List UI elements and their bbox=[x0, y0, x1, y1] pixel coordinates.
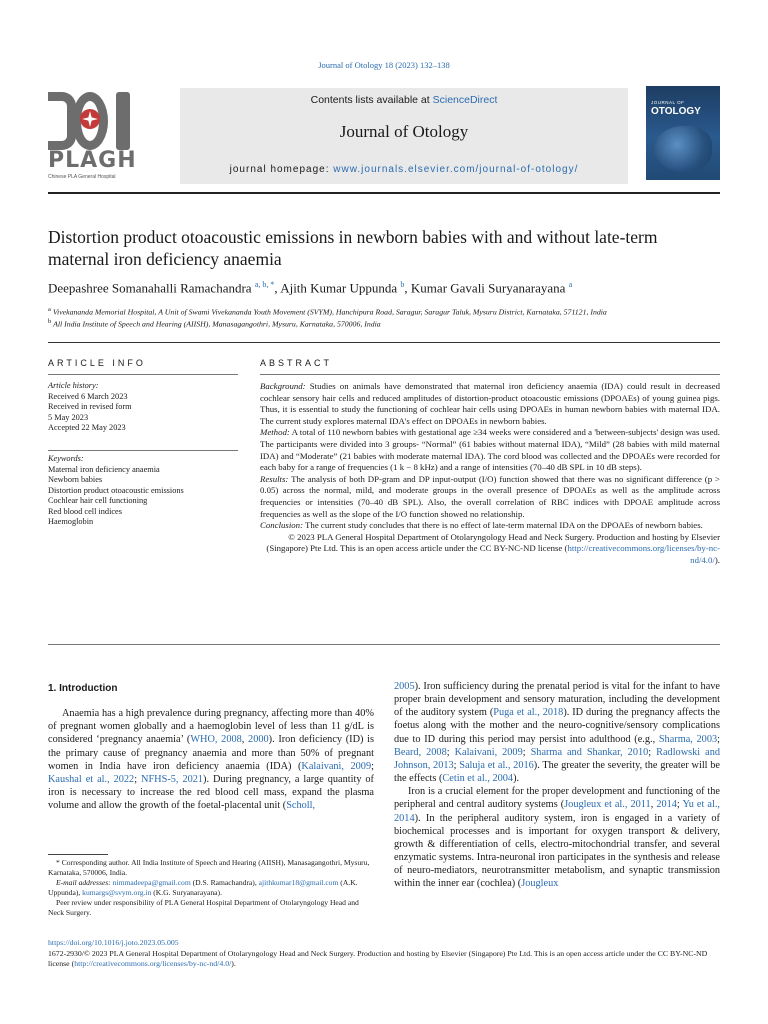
citation-link[interactable]: Sharma, 2003 bbox=[658, 733, 718, 745]
citation-link[interactable]: Yu et al., 2014 bbox=[394, 799, 720, 824]
keyword-item: Red blood cell indices bbox=[48, 506, 122, 516]
author-separator: , bbox=[404, 280, 411, 296]
citation-link[interactable]: Beard, 2008 bbox=[394, 746, 447, 758]
section-heading-introduction: 1. Introduction bbox=[48, 683, 118, 694]
citation-link[interactable]: Jougleux bbox=[521, 878, 559, 890]
abstract-copyright: © 2023 PLA General Hospital Department of Otolaryngology Head and Neck Surgery. Production and hosting by Elsevier (Singapore) Pte Ltd. This is an open access article under the CC BY-NC-ND license (http://creativecommons.org/licenses/by-nc-nd/4.0/). bbox=[266, 531, 720, 565]
text-run: ). In the peripheral auditory system, iron is engaged in a variety of biochemical processes and is important for oxygen transport & delivery, growth & differentiation of cells, electro-mitochondrial transfer, and several enzymatic systems. Intra-neuronal iron participates in the synthesis and release of neuro-mediators, neurotransmitter metabolism, and synaptic transmission within the inner ear (cochlea) ( bbox=[394, 812, 720, 890]
license-link[interactable]: http://creativecommons.org/licenses/by-nc-nd/4.0/ bbox=[567, 543, 720, 565]
citation-link[interactable]: WHO, 2008 bbox=[190, 734, 242, 746]
abstract-body bbox=[260, 381, 720, 567]
text-run: ; bbox=[134, 773, 142, 785]
intro-paragraph-2 bbox=[394, 680, 720, 785]
sciencedirect-link[interactable]: ScienceDirect bbox=[432, 94, 498, 106]
text-run: , bbox=[241, 734, 249, 746]
citation-link[interactable]: 2005 bbox=[394, 681, 415, 692]
article-history bbox=[48, 381, 238, 434]
footnotes bbox=[48, 858, 374, 918]
author-name: Kumar Gavali Suryanarayana bbox=[410, 280, 569, 296]
text-run: Iron is a crucial element for the proper development and functioning of the peripheral and central auditory systems ( bbox=[394, 786, 720, 811]
author-separator: , bbox=[274, 280, 281, 296]
article-info-heading: ARTICLE INFO bbox=[48, 358, 146, 368]
text-run: ). ID during the pregnancy affects the foetus along with the mother and the neuro-cognitive/sensory complications due to ID during this period may persist into adulthood (e.g., bbox=[394, 707, 721, 745]
abstract-rule bbox=[260, 374, 720, 375]
text-run: ; bbox=[446, 746, 455, 758]
author-name: Ajith Kumar Uppunda bbox=[280, 280, 401, 296]
cover-art bbox=[654, 126, 712, 172]
citation-link[interactable]: Sharma and Shankar, 2010 bbox=[530, 746, 649, 758]
citation-link[interactable]: Jougleux et al., 2011 bbox=[564, 799, 651, 811]
cover-title: OTOLOGY bbox=[651, 106, 701, 117]
abstract-results-label: Results: bbox=[260, 473, 289, 484]
text-run: (D.S. Ramachandra), bbox=[190, 878, 259, 887]
contents-line bbox=[180, 94, 628, 106]
keyword-item: Newborn babies bbox=[48, 475, 103, 484]
journal-banner bbox=[180, 88, 628, 184]
citation-link[interactable]: Kalaivani, 2009 bbox=[301, 760, 372, 772]
text-run: ; bbox=[522, 746, 531, 758]
text-run: ). During pregnancy, a large quantity of iron is necessary to increase the red blood cell mass, expand the plasma volume and allow the growth of the foetal-placental unit ( bbox=[48, 773, 374, 812]
history-item: Received in revised form bbox=[48, 402, 132, 411]
plagh-logo bbox=[48, 92, 137, 182]
affiliation-mark: b bbox=[48, 318, 52, 325]
author-affiliation-marks[interactable]: b bbox=[400, 280, 405, 289]
author-name: Deepashree Somanahalli Ramachandra bbox=[48, 280, 255, 296]
cover-small-text: JOURNAL OF bbox=[651, 100, 685, 105]
issn-text: 1672-2930/© 2023 PLA General Hospital Department of Otolaryngology Head and Neck Surgery. Production and hosting by Elsevier (Singapore) Pte Ltd. This is an open access article under the CC BY-NC-ND license ( bbox=[48, 948, 708, 969]
logo-subtitle: Chinese PLA General Hospital bbox=[48, 174, 116, 180]
citation-link[interactable]: Puga et al., 2018 bbox=[493, 707, 564, 719]
citation-link[interactable]: Scholl, bbox=[286, 800, 316, 812]
footnote-emails bbox=[48, 878, 374, 898]
abstract-heading: ABSTRACT bbox=[260, 358, 333, 368]
abstract-background-label: Background: bbox=[260, 381, 306, 391]
citation-link[interactable]: Cetin et al., 2004 bbox=[442, 773, 514, 785]
history-item: 5 May 2023 bbox=[48, 412, 89, 422]
abstract-background-text: Studies on animals have demonstrated that maternal iron deficiency anaemia (IDA) could result in decreased cochlear sensory hair cells and reduced amplitudes of distortion-product otoacoustic emissions (DPOAEs) of young guinea pigs. Thus, it is essential to study the functioning of cochlear hair cells using DPOAEs in human newborn babies with maternal IDA. The current study explores maternal IDA's effect on DPOAEs in newborn babies. bbox=[260, 381, 720, 426]
journal-name: Journal of Otology bbox=[339, 122, 469, 141]
article-info-rule bbox=[48, 374, 238, 375]
issn-license-line bbox=[48, 949, 720, 970]
homepage-link[interactable]: www.journals.elsevier.com/journal-of-otology/ bbox=[333, 164, 579, 175]
citation-link[interactable]: ajithkumar18@gmail.com bbox=[258, 878, 339, 887]
copyright-text: © 2023 PLA General Hospital Department of Otolaryngology Head and Neck Surgery. Production and hosting by Elsevier (Singapore) Pte Ltd. This is an open access article under the CC BY-NC-ND license bbox=[266, 531, 720, 554]
history-item: Received 6 March 2023 bbox=[48, 391, 128, 401]
abstract-end-divider bbox=[48, 644, 720, 645]
citation-link[interactable]: 2000 bbox=[248, 734, 269, 746]
affiliation-a bbox=[48, 306, 720, 317]
abstract-conclusion-label: Conclusion: bbox=[260, 520, 304, 531]
text-run: (K.G. Suryanarayana). bbox=[151, 888, 222, 897]
footnote-peer-review: Peer review under responsibility of PLA General Hospital Department of Otolaryngology Head and Neck Surgery. bbox=[48, 898, 359, 917]
citation-link[interactable]: Radlowski and Johnson, 2013 bbox=[394, 746, 720, 771]
abstract-conclusion bbox=[260, 520, 720, 532]
keywords-list bbox=[48, 454, 238, 528]
text-run: ). Iron deficiency (ID) is the primary cause of pregnancy anaemia and more than 50% of pregnant women in India have iron deficiency anaemia (IDA) ( bbox=[48, 734, 374, 772]
logo-star-icon bbox=[79, 108, 101, 130]
text-run: Anaemia has a high prevalence during pregnancy, affecting more than 40% of pregnant women globally and a haemoglobin level of less than 11 g/dL is considered ‘pregnancy anaemia’ ( bbox=[48, 708, 374, 746]
citation-link[interactable]: NFHS-5, 2021 bbox=[141, 773, 204, 785]
history-item: Accepted 22 May 2023 bbox=[48, 423, 126, 432]
text-run: , bbox=[650, 799, 657, 811]
text-run: ; bbox=[453, 759, 460, 771]
citation-link[interactable]: Kalaivani, 2009 bbox=[454, 746, 523, 758]
text-run: ; bbox=[676, 799, 683, 811]
abstract-conclusion-text: The current study concludes that there is no effect of late-term maternal IDA on the DPOAEs of newborn babies. bbox=[303, 520, 703, 531]
abstract-method bbox=[260, 427, 720, 473]
keywords-label: Keywords: bbox=[48, 454, 84, 463]
keyword-item: Cochlear hair cell functioning bbox=[48, 496, 148, 505]
article-title: Distortion product otoacoustic emissions in newborn babies with and without late-term maternal iron deficiency anaemia bbox=[48, 227, 658, 269]
text-run: * Corresponding author. All India Institute of Speech and Hearing (AIISH), Manasagangothri, Mysuru, Karnataka, 570006, India. bbox=[48, 858, 370, 877]
intro-paragraph-3 bbox=[394, 785, 720, 890]
abstract-results bbox=[260, 474, 720, 520]
affiliation-text: Vivekananda Memorial Hospital, A Unit of Swami Vivekananda Youth Movement (SVYM), Hanchipura Road, Saragur, Saragur Taluk, Mysuru District, Karnataka, 571121, India bbox=[52, 307, 607, 317]
abstract-results-text: The analysis of both DP-gram and DP input-output (I/O) function showed that there was no significant difference (p > 0.05) across the normal, mild, and moderate groups in the overall presence of DPOAEs as well as the amplitude across frequencies or intensities (70–40 dB SPL). Also, the overall correlation of RBC indices with DPOAE amplitude across frequencies as well as the slope of the I/O function showed no relationship. bbox=[260, 473, 720, 519]
affiliation-b bbox=[48, 318, 720, 329]
logo-digit-1 bbox=[116, 92, 130, 150]
abstract-method-text: A total of 110 newborn babies with gestational age ≥34 weeks were considered and a 'between-subjects' design was used. The participants were divided into 3 groups- “Normal” (61 babies without maternal IDA), “Mild” (28 babies with mild maternal IDA) and “Moderate” (21 babies with moderate maternal IDA). The cord blood was collected and the DPOAEs were recorded for each baby for a range of frequencies (1 k − 8 kHz) and a range of intensities (70–40 dB SPL in 10 dB steps). bbox=[260, 427, 720, 473]
logo-mark bbox=[48, 92, 132, 150]
citation-link[interactable]: 2014 bbox=[656, 799, 677, 811]
footnote-corresponding bbox=[48, 858, 374, 878]
journal-citation[interactable]: Journal of Otology 18 (2023) 132–138 bbox=[318, 60, 450, 70]
author-affiliation-marks[interactable]: a bbox=[568, 280, 573, 289]
abstract-method-label: Method: bbox=[260, 427, 290, 438]
text-run: E-mail addresses: bbox=[56, 878, 113, 887]
text-run: ; bbox=[648, 746, 657, 758]
logo-text: PLAGH bbox=[48, 148, 137, 173]
affiliation-text: All India Institute of Speech and Hearing (AIISH), Manasagangothri, Mysuru, Karnataka, 570006, India bbox=[53, 319, 381, 329]
citation-link[interactable]: kumargs@svym.org.in bbox=[82, 888, 152, 897]
homepage-line bbox=[180, 164, 628, 175]
affiliation-divider bbox=[48, 342, 720, 343]
citation-link[interactable]: Kaushal et al., 2022 bbox=[48, 773, 135, 785]
body-column-right bbox=[394, 680, 720, 891]
text-run: ). The greater the severity, the greater will be the effects ( bbox=[394, 759, 720, 785]
text-run: ). bbox=[513, 773, 520, 785]
doi-license-link[interactable]: http://creativecommons.org/licenses/by-nc-nd/4.0/ bbox=[74, 959, 232, 969]
abstract-background bbox=[260, 381, 720, 427]
citation-link[interactable]: nimmadeepa@gmail.com bbox=[112, 878, 191, 887]
author-affiliation-marks[interactable]: a, b, * bbox=[254, 280, 275, 289]
header-divider bbox=[48, 192, 720, 194]
body-column-left bbox=[48, 680, 374, 812]
doi-block bbox=[48, 938, 720, 970]
footnote-divider bbox=[48, 854, 108, 855]
doi-close: ). bbox=[231, 959, 236, 969]
affiliation-mark: a bbox=[48, 306, 51, 313]
contents-prefix: Contents lists available at bbox=[310, 94, 430, 106]
keyword-item: Distortion product otoacoustic emissions bbox=[48, 485, 184, 495]
keyword-item: Maternal iron deficiency anaemia bbox=[48, 464, 160, 474]
keywords-rule bbox=[48, 450, 238, 451]
text-run: ; bbox=[717, 733, 720, 745]
history-label: Article history: bbox=[48, 381, 99, 390]
journal-cover-image bbox=[646, 86, 720, 180]
text-run: ; bbox=[371, 760, 374, 772]
intro-paragraph-1 bbox=[48, 707, 374, 812]
doi-link[interactable]: https://doi.org/10.1016/j.joto.2023.05.005 bbox=[48, 938, 179, 947]
homepage-prefix: journal homepage: bbox=[229, 164, 330, 175]
text-run: (A.K. Uppunda), bbox=[48, 878, 358, 897]
keyword-item: Haemoglobin bbox=[48, 517, 94, 526]
text-run: ). Iron sufficiency during the prenatal period is vital for the infant to have proper brain development and sensory maturation, including the development of the auditory system ( bbox=[394, 681, 720, 719]
author-list bbox=[48, 280, 720, 296]
license-close: . bbox=[717, 554, 720, 565]
citation-link[interactable]: Saluja et al., 2016 bbox=[459, 759, 534, 771]
